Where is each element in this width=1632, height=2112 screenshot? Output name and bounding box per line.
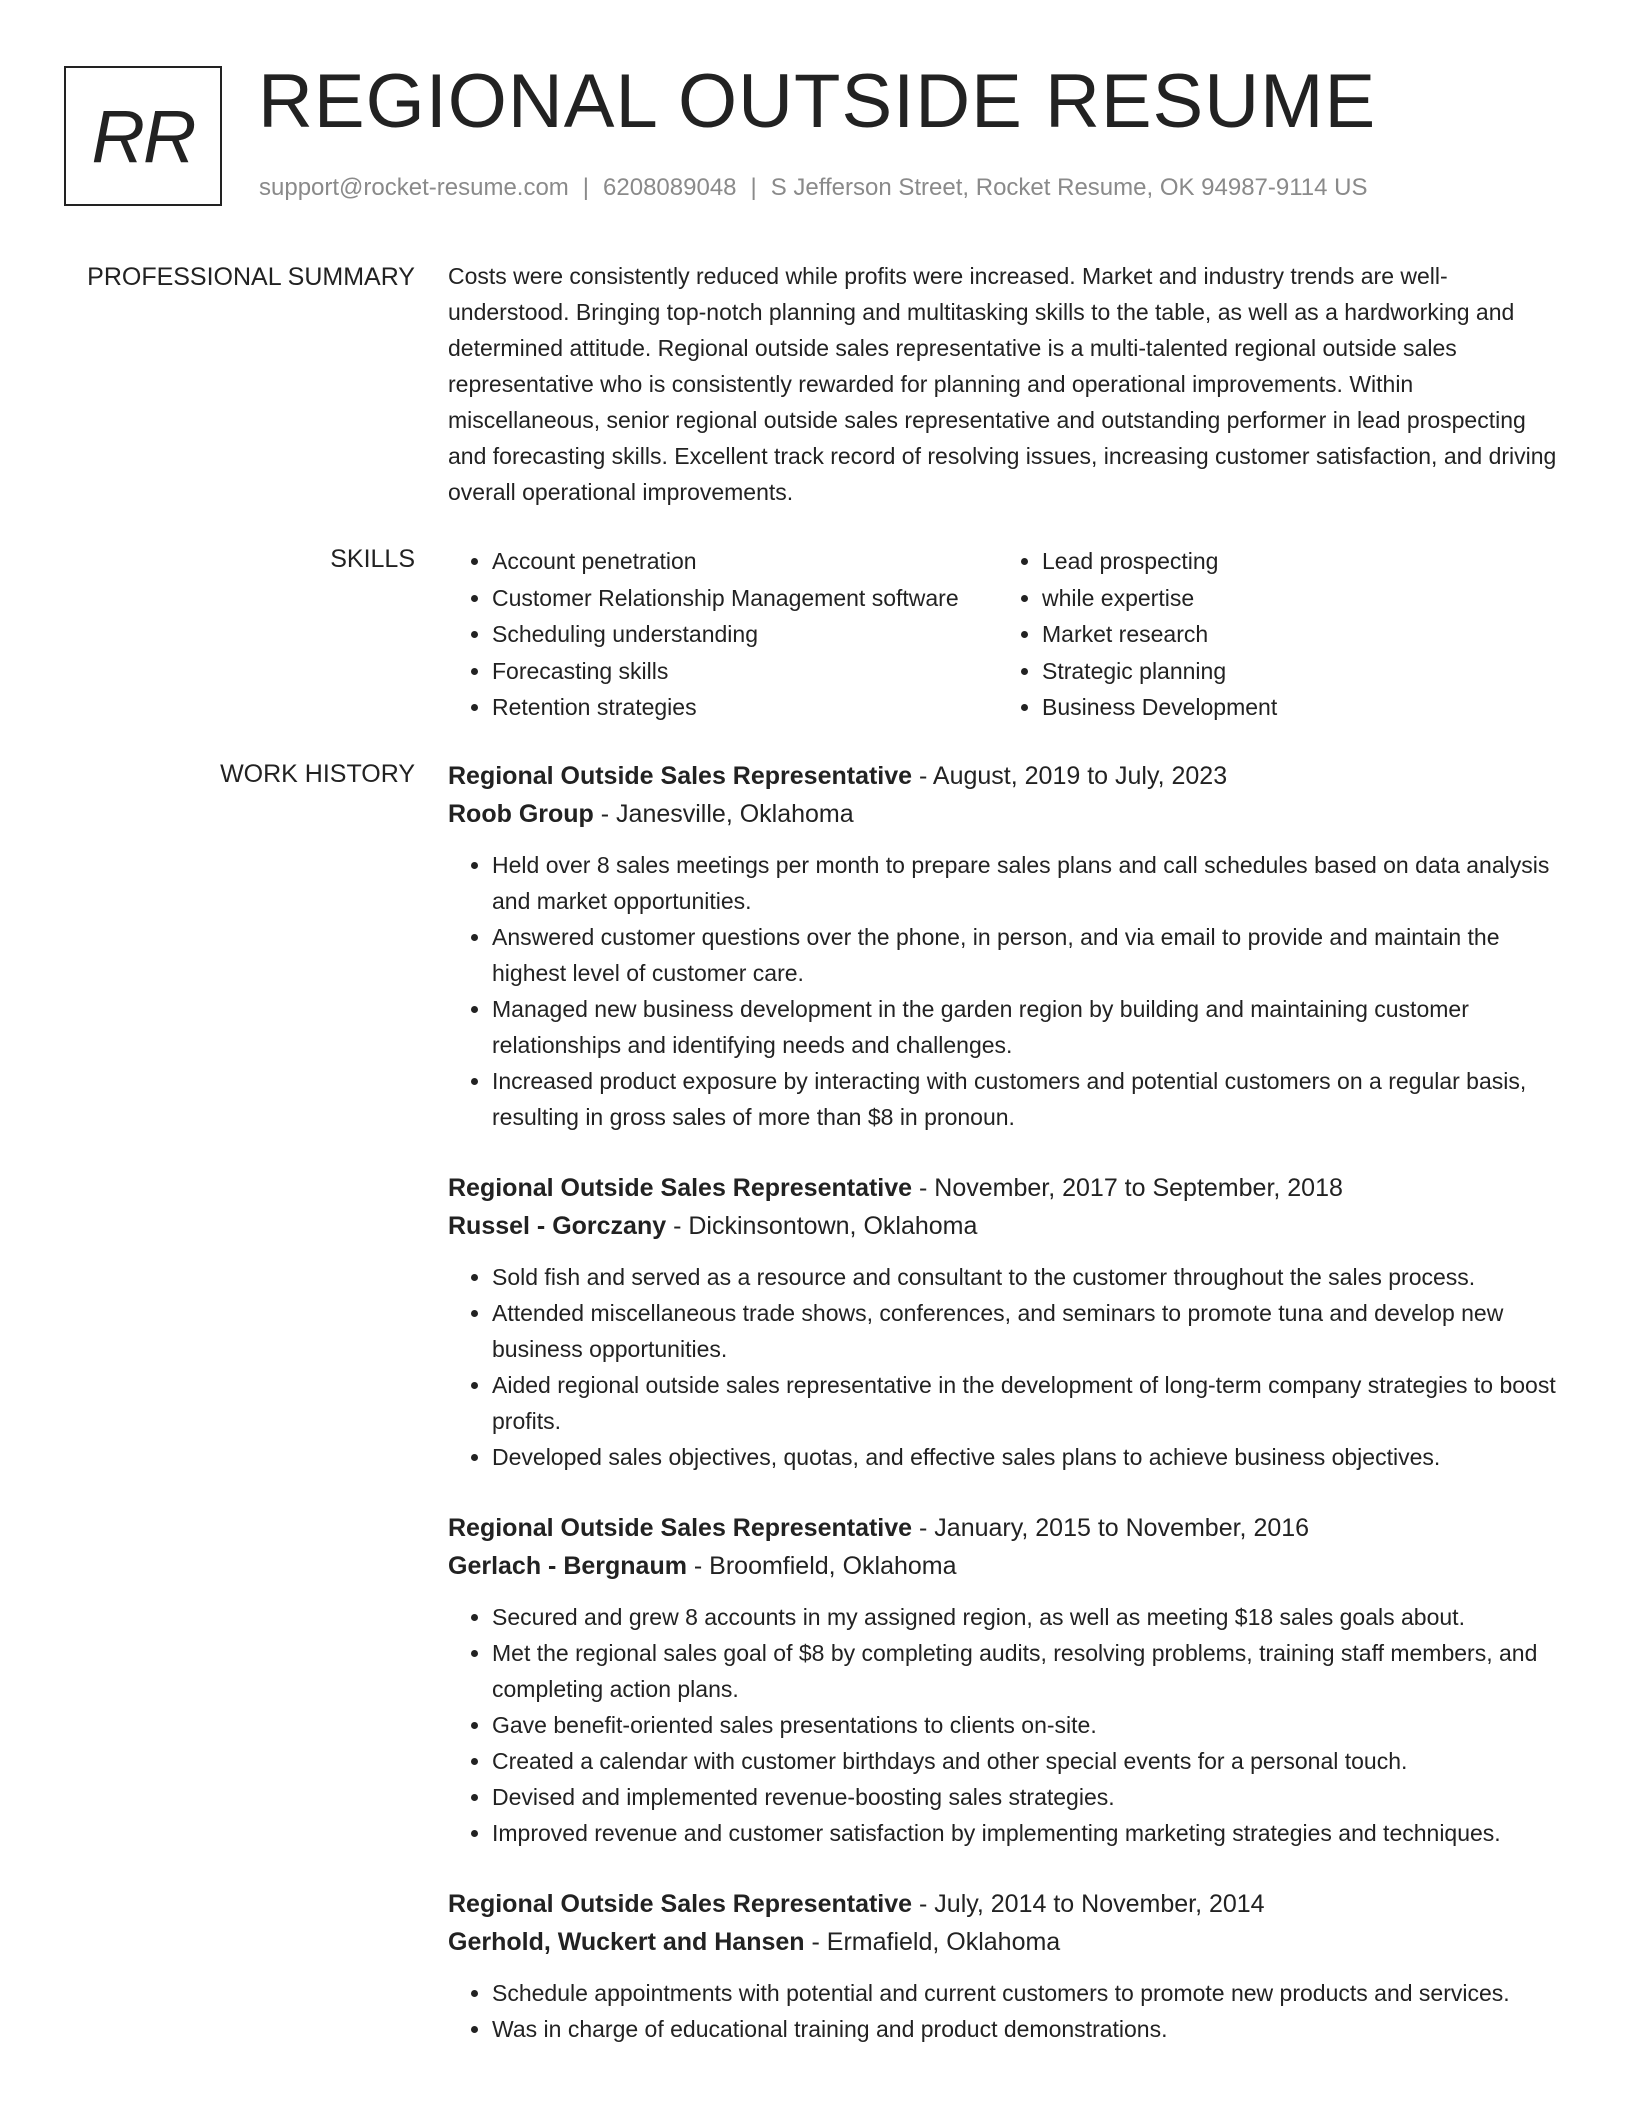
job-dates: - July, 2014 to November, 2014	[919, 1890, 1265, 1918]
job-bullet: • Sold fish and served as a resource and consultant to the customer throughout the sales process.	[492, 1259, 1568, 1295]
job-bullet: • Developed sales objectives, quotas, and effective sales plans to achieve business objectives.	[492, 1439, 1568, 1475]
job-location: - Dickinsontown, Oklahoma	[673, 1212, 978, 1240]
job-entry	[448, 1169, 1568, 1475]
job-title: Regional Outside Sales Representative	[448, 1174, 913, 1202]
job-bullet: • Increased product exposure by interacting with customers and potential customers on a regular basis, resulting in gross sales of more than $8 in pronoun.	[492, 1063, 1568, 1135]
job-location: - Ermafield, Oklahoma	[811, 1928, 1061, 1956]
monogram-logo: RR	[64, 66, 222, 206]
job-bullets	[448, 1975, 1568, 2047]
job-bullet: • Managed new business development in the garden region by building and maintaining customer relationships and identifying needs and challenges.	[492, 991, 1568, 1063]
job-bullet: • Aided regional outside sales representative in the development of long-term company strategies to boost profits.	[492, 1367, 1568, 1439]
job-company-line	[448, 1207, 1568, 1245]
job-company: Gerlach - Bergnaum	[448, 1552, 687, 1580]
work-history-body	[448, 757, 1568, 2081]
job-location: - Janesville, Oklahoma	[600, 800, 854, 828]
contact-phone: 6208089048	[603, 174, 737, 201]
job-company-line	[448, 795, 1568, 833]
job-bullet: • Met the regional sales goal of $8 by completing audits, resolving problems, training staff members, and completing action plans.	[492, 1635, 1568, 1707]
skill-item: • Forecasting skills	[492, 653, 998, 690]
job-bullets	[448, 847, 1568, 1135]
job-bullet: • Schedule appointments with potential and current customers to promote new products and services.	[492, 1975, 1568, 2011]
job-company: Roob Group	[448, 800, 594, 828]
skill-item: • Strategic planning	[1042, 653, 1542, 690]
job-title-line	[448, 1885, 1568, 1923]
section-label-summary: PROFESSIONAL SUMMARY	[87, 263, 415, 291]
contact-separator: |	[582, 174, 590, 201]
job-bullet: • Improved revenue and customer satisfaction by implementing marketing strategies and techniques.	[492, 1815, 1568, 1851]
job-entry	[448, 1885, 1568, 2047]
skill-item: • Scheduling understanding	[492, 616, 998, 653]
contact-separator: |	[750, 174, 757, 201]
skill-item: • Account penetration	[492, 543, 998, 580]
skill-item: • while expertise	[1042, 580, 1542, 617]
job-bullet: • Attended miscellaneous trade shows, conferences, and seminars to promote tuna and develop new business opportunities.	[492, 1295, 1568, 1367]
skill-item: • Business Development	[1042, 689, 1542, 726]
job-company: Russel - Gorczany	[448, 1212, 667, 1240]
skills-column-1	[448, 543, 998, 726]
skill-item: • Retention strategies	[492, 689, 998, 726]
contact-line	[259, 174, 1368, 202]
job-title: Regional Outside Sales Representative	[448, 1890, 913, 1918]
job-title-line	[448, 1509, 1568, 1547]
job-bullet: • Created a calendar with customer birthdays and other special events for a personal touch.	[492, 1743, 1568, 1779]
job-bullet: • Held over 8 sales meetings per month to prepare sales plans and call schedules based on data analysis and market opportunities.	[492, 847, 1568, 919]
section-label-skills: SKILLS	[330, 545, 415, 573]
job-company: Gerhold, Wuckert and Hansen	[448, 1928, 805, 1956]
job-bullets	[448, 1259, 1568, 1475]
skills-list	[448, 543, 1568, 726]
summary-text: Costs were consistently reduced while profits were increased. Market and industry trends are well-understood. Bringing top-notch planning and multitasking skills to the table, as well as a hardworking and determined attitude. Regional outside sales representative is a multi-talented regional outside sales representative who is consistently rewarded for planning and operational improvements. Within miscellaneous, senior regional outside sales representative and outstanding performer in lead prospecting and forecasting skills. Excellent track record of resolving issues, increasing customer satisfaction, and driving overall operational improvements.	[448, 263, 1557, 505]
job-location: - Broomfield, Oklahoma	[693, 1552, 957, 1580]
job-title: Regional Outside Sales Representative	[448, 1514, 913, 1542]
job-title: Regional Outside Sales Representative	[448, 762, 913, 790]
skill-item: • Lead prospecting	[1042, 543, 1542, 580]
skill-item: • Customer Relationship Management software	[492, 580, 998, 617]
job-entry	[448, 1509, 1568, 1851]
job-title-line	[448, 1169, 1568, 1207]
job-bullet: • Was in charge of educational training and product demonstrations.	[492, 2011, 1568, 2047]
job-company-line	[448, 1547, 1568, 1585]
contact-email: support@rocket-resume.com	[259, 174, 569, 201]
job-bullet: • Answered customer questions over the phone, in person, and via email to provide and maintain the highest level of customer care.	[492, 919, 1568, 991]
job-bullet: • Secured and grew 8 accounts in my assigned region, as well as meeting $18 sales goals about.	[492, 1599, 1568, 1635]
job-bullet: • Devised and implemented revenue-boosting sales strategies.	[492, 1779, 1568, 1815]
job-dates: - August, 2019 to July, 2023	[919, 762, 1228, 790]
job-entry	[448, 757, 1568, 1135]
summary-body	[448, 258, 1568, 510]
job-bullets	[448, 1599, 1568, 1851]
job-bullet: • Gave benefit-oriented sales presentations to clients on-site.	[492, 1707, 1568, 1743]
job-title-line	[448, 757, 1568, 795]
job-dates: - November, 2017 to September, 2018	[919, 1174, 1343, 1202]
skills-column-2	[998, 543, 1542, 726]
job-dates: - January, 2015 to November, 2016	[919, 1514, 1310, 1542]
section-label-work: WORK HISTORY	[220, 760, 415, 788]
resume-title: REGIONAL OUTSIDE RESUME	[258, 59, 1377, 144]
contact-address: S Jefferson Street, Rocket Resume, OK 94987-9114 US	[770, 174, 1368, 201]
job-company-line	[448, 1923, 1568, 1961]
skill-item: • Market research	[1042, 616, 1542, 653]
